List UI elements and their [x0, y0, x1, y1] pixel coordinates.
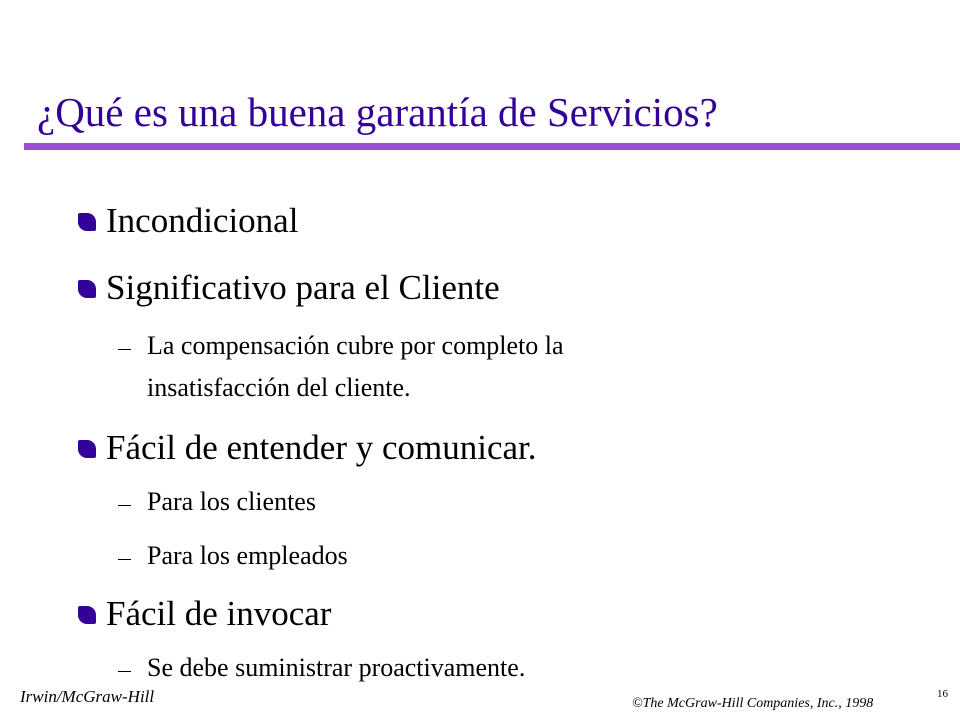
diamond-bullet-icon	[78, 440, 96, 458]
dash-icon	[118, 671, 131, 672]
diamond-bullet-icon	[78, 280, 96, 298]
bullet-text: Fácil de entender y comunicar.	[106, 428, 537, 467]
dash-icon	[118, 505, 131, 506]
dash-icon	[118, 349, 131, 350]
bullet-text: Significativo para el Cliente	[106, 268, 500, 307]
sub-bullet-text: Se debe suministrar proactivamente.	[147, 653, 526, 682]
sub-bullet-text: Para los empleados	[147, 541, 348, 570]
diamond-bullet-icon	[78, 213, 96, 231]
sub-bullet-text: La compensación cubre por completo la	[147, 331, 564, 360]
sub-bullet-text: insatisfacción del cliente.	[147, 373, 411, 402]
dash-icon	[118, 559, 131, 560]
sub-bullet-text: Para los clientes	[147, 487, 316, 516]
bullet-text: Fácil de invocar	[106, 594, 332, 633]
publisher-footer: Irwin/McGraw-Hill	[20, 687, 155, 706]
slide-title: ¿Qué es una buena garantía de Servicios?	[37, 89, 718, 135]
diamond-bullet-icon	[78, 606, 96, 624]
page-number: 16	[937, 688, 948, 700]
bullet-text: Incondicional	[106, 201, 299, 240]
copyright-footer: ©The McGraw-Hill Companies, Inc., 1998	[632, 696, 874, 711]
title-underline-bar	[24, 143, 960, 150]
